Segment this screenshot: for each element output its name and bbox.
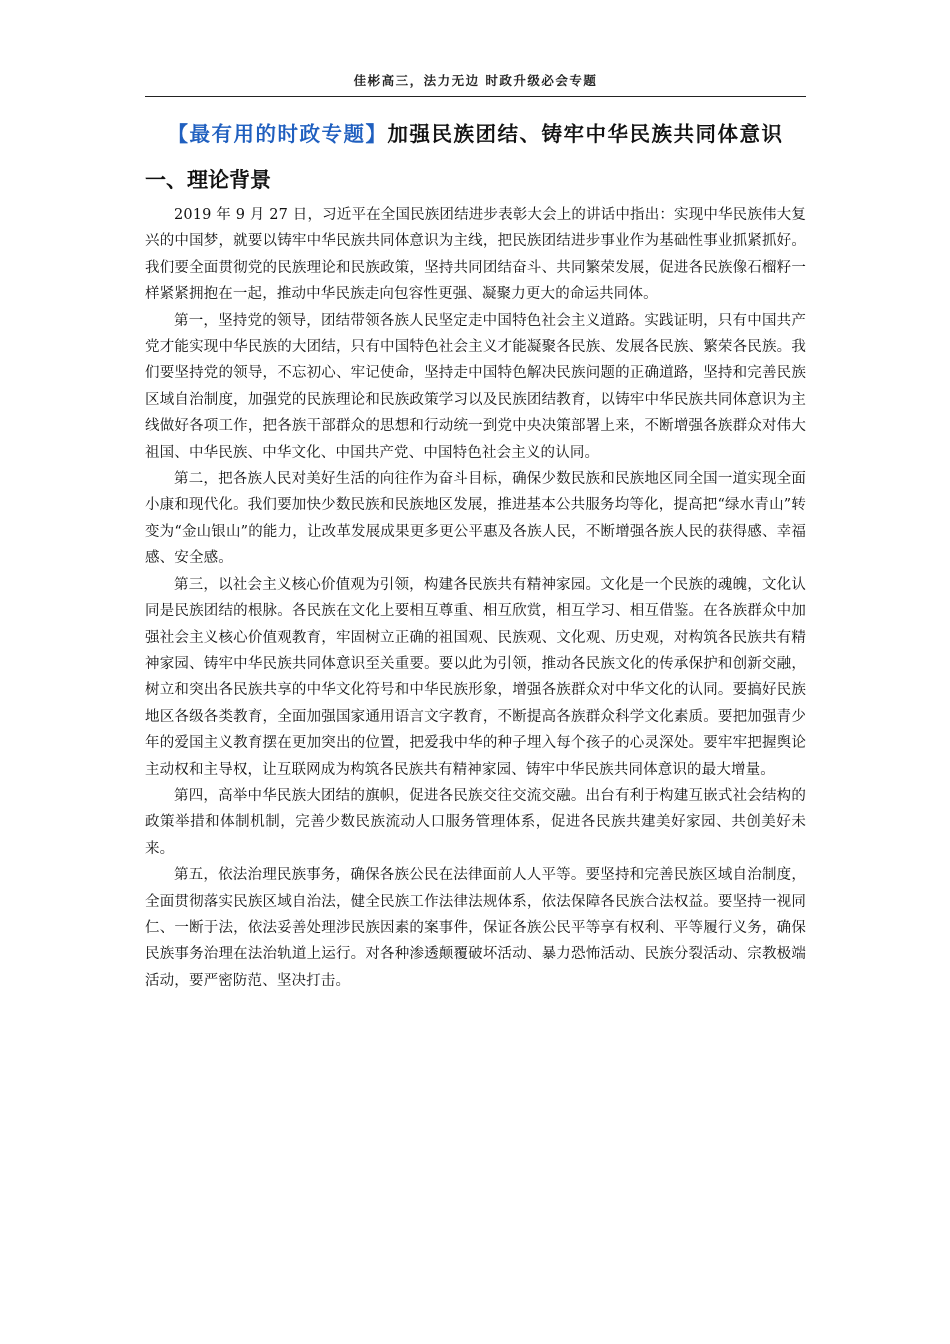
section-heading: 一、理论背景: [145, 168, 271, 192]
document-body: [145, 202, 806, 994]
point-one-paragraph: 第一，坚持党的领导，团结带领各族人民坚定走中国特色社会主义道路。实践证明，只有中国共产党才能实现中华民族的大团结，只有中国特色社会主义才能凝聚各民族、发展各民族、繁荣各民族。我们要坚持党的领导，不忘初心、牢记使命，坚持走中国特色解决民族问题的正确道路，坚持和完善民族区域自治制度，加强党的民族理论和民族政策学习以及民族团结教育，以铸牢中华民族共同体意识为主线做好各项工作，把各族干部群众的思想和行动统一到党中央决策部署上来，不断增强各族群众对伟大祖国、中华民族、中华文化、中国共产党、中国特色社会主义的认同。: [145, 312, 806, 461]
point-five-paragraph: 第五，依法治理民族事务，确保各族公民在法律面前人人平等。要坚持和完善民族区域自治制度，全面贯彻落实民族区域自治法，健全民族工作法律法规体系，依法保障各民族合法权益。要坚持一视同仁、一断于法，依法妥善处理涉民族因素的案事件，保证各族公民平等享有权利、平等履行义务，确保民族事务治理在法治轨道上运行。对各种渗透颠覆破坏活动、暴力恐怖活动、民族分裂活动、宗教极端活动，要严密防范、坚决打击。: [145, 867, 806, 989]
point-two-paragraph: 第二，把各族人民对美好生活的向往作为奋斗目标，确保少数民族和民族地区同全国一道实现全面小康和现代化。我们要加快少数民族和民族地区发展，推进基本公共服务均等化，提高把“绿水青山”转变为“金山银山”的能力，让改革发展成果更多更公平惠及各族人民，不断增强各族人民的获得感、幸福感、安全感。: [145, 471, 806, 567]
point-three-paragraph: 第三，以社会主义核心价值观为引领，构建各民族共有精神家园。文化是一个民族的魂魄，文化认同是民族团结的根脉。各民族在文化上要相互尊重、相互欣赏，相互学习、相互借鉴。在各族群众中加强社会主义核心价值观教育，牢固树立正确的祖国观、民族观、文化观、历史观，对构筑各民族共有精神家园、铸牢中华民族共同体意识至关重要。要以此为引领，推动各民族文化的传承保护和创新交融，树立和突出各民族共享的中华文化符号和中华民族形象，增强各族群众对中华文化的认同。要搞好民族地区各级各类教育，全面加强国家通用语言文字教育，不断提高各族群众科学文化素质。要把加强青少年的爱国主义教育摆在更加突出的位置，把爱我中华的种子埋入每个孩子的心灵深处。要牢牢把握舆论主动权和主导权，让互联网成为构筑各民族共有精神家园、铸牢中华民族共同体意识的最大增量。: [145, 576, 806, 778]
title-tag: 【最有用的时政专题】: [167, 122, 388, 146]
intro-paragraph: 2019 年 9 月 27 日，习近平在全国民族团结进步表彰大会上的讲话中指出：实现中华民族伟大复兴的中国梦，就要以铸牢中华民族共同体意识为主线，把民族团结进步事业作为基础性事业抓紧抓好。我们要全面贯彻党的民族理论和民族政策，坚持共同团结奋斗、共同繁荣发展，促进各民族像石榴籽一样紧紧拥抱在一起，推动中华民族走向包容性更强、凝聚力更大的命运共同体。: [145, 207, 806, 303]
title-main: 加强民族团结、铸牢中华民族共同体意识: [387, 122, 784, 146]
running-header: [145, 68, 806, 97]
running-header-text: 佳彬高三，法力无边 时政升级必会专题: [353, 73, 598, 88]
document-title: [145, 118, 806, 150]
point-four-paragraph: 第四，高举中华民族大团结的旗帜，促进各民族交往交流交融。出台有利于构建互嵌式社会结构的政策举措和体制机制，完善少数民族流动人口服务管理体系，促进各民族共建美好家园、共创美好未来。: [145, 787, 806, 857]
